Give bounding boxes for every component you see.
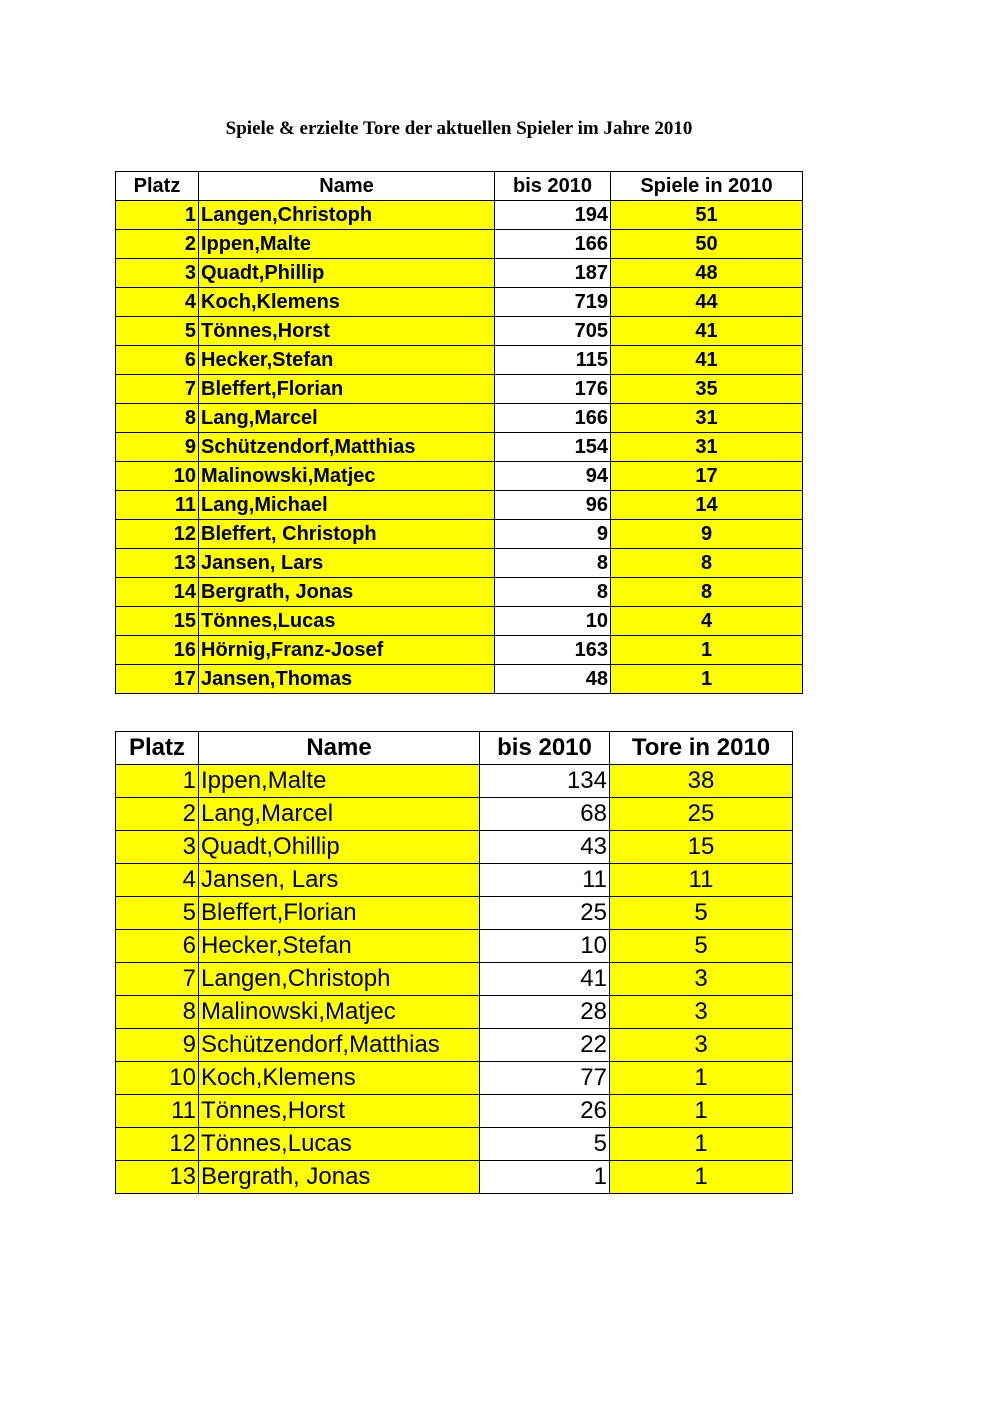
table-row — [116, 317, 803, 346]
tore-2010-cell: 1 — [610, 1095, 793, 1128]
header-spiele-in-2010: Spiele in 2010 — [611, 172, 803, 201]
player-name-cell: Tönnes,Lucas — [199, 607, 495, 636]
bis-2010-cell: 134 — [480, 765, 610, 798]
table-row — [116, 1128, 793, 1161]
spiele-2010-cell: 31 — [611, 404, 803, 433]
platz-cell: 13 — [116, 549, 199, 578]
player-name-cell: Malinowski,Matjec — [199, 996, 480, 1029]
tore-2010-cell: 15 — [610, 831, 793, 864]
player-name-cell: Tönnes,Horst — [199, 317, 495, 346]
platz-cell: 11 — [116, 1095, 199, 1128]
platz-cell: 4 — [116, 864, 199, 897]
player-name-cell: Langen,Christoph — [199, 201, 495, 230]
table-row — [116, 831, 793, 864]
platz-cell: 12 — [116, 1128, 199, 1161]
table-row — [116, 520, 803, 549]
table-row — [116, 288, 803, 317]
platz-cell: 7 — [116, 963, 199, 996]
tore-2010-cell: 5 — [610, 930, 793, 963]
platz-cell: 15 — [116, 607, 199, 636]
table-row — [116, 1161, 793, 1194]
tore-2010-cell: 1 — [610, 1128, 793, 1161]
player-name-cell: Malinowski,Matjec — [199, 462, 495, 491]
player-name-cell: Jansen, Lars — [199, 549, 495, 578]
player-name-cell: Ippen,Malte — [199, 230, 495, 259]
spiele-2010-cell: 41 — [611, 317, 803, 346]
table-row — [116, 578, 803, 607]
tore-2010-cell: 11 — [610, 864, 793, 897]
header-name: Name — [199, 172, 495, 201]
platz-cell: 14 — [116, 578, 199, 607]
goals-table-header — [116, 732, 793, 765]
platz-cell: 11 — [116, 491, 199, 520]
tore-2010-cell: 5 — [610, 897, 793, 930]
bis-2010-cell: 719 — [495, 288, 611, 317]
bis-2010-cell: 8 — [495, 549, 611, 578]
table-row — [116, 346, 803, 375]
spiele-2010-cell: 1 — [611, 636, 803, 665]
table-row — [116, 1062, 793, 1095]
bis-2010-cell: 163 — [495, 636, 611, 665]
platz-cell: 3 — [116, 259, 199, 288]
player-name-cell: Hörnig,Franz-Josef — [199, 636, 495, 665]
goals-table-body — [116, 765, 793, 1194]
bis-2010-cell: 68 — [480, 798, 610, 831]
bis-2010-cell: 115 — [495, 346, 611, 375]
spiele-2010-cell: 50 — [611, 230, 803, 259]
player-name-cell: Bergrath, Jonas — [199, 578, 495, 607]
platz-cell: 7 — [116, 375, 199, 404]
bis-2010-cell: 25 — [480, 897, 610, 930]
platz-cell: 8 — [116, 996, 199, 1029]
spiele-2010-cell: 1 — [611, 665, 803, 694]
player-name-cell: Lang,Marcel — [199, 798, 480, 831]
bis-2010-cell: 8 — [495, 578, 611, 607]
bis-2010-cell: 94 — [495, 462, 611, 491]
table-row — [116, 549, 803, 578]
platz-cell: 1 — [116, 201, 199, 230]
tore-2010-cell: 3 — [610, 1029, 793, 1062]
table-row — [116, 491, 803, 520]
player-name-cell: Koch,Klemens — [199, 1062, 480, 1095]
bis-2010-cell: 48 — [495, 665, 611, 694]
table-row — [116, 433, 803, 462]
spiele-2010-cell: 14 — [611, 491, 803, 520]
bis-2010-cell: 26 — [480, 1095, 610, 1128]
table-row — [116, 375, 803, 404]
player-name-cell: Schützendorf,Matthias — [199, 433, 495, 462]
player-name-cell: Jansen,Thomas — [199, 665, 495, 694]
tore-2010-cell: 3 — [610, 996, 793, 1029]
table-row — [116, 963, 793, 996]
table-row — [116, 897, 793, 930]
platz-cell: 2 — [116, 798, 199, 831]
player-name-cell: Lang,Michael — [199, 491, 495, 520]
player-name-cell: Hecker,Stefan — [199, 930, 480, 963]
player-name-cell: Tönnes,Horst — [199, 1095, 480, 1128]
player-name-cell: Koch,Klemens — [199, 288, 495, 317]
bis-2010-cell: 705 — [495, 317, 611, 346]
table-row — [116, 607, 803, 636]
player-name-cell: Bleffert,Florian — [199, 375, 495, 404]
bis-2010-cell: 187 — [495, 259, 611, 288]
bis-2010-cell: 1 — [480, 1161, 610, 1194]
bis-2010-cell: 96 — [495, 491, 611, 520]
table-row — [116, 765, 793, 798]
tore-2010-cell: 1 — [610, 1062, 793, 1095]
platz-cell: 10 — [116, 462, 199, 491]
spiele-2010-cell: 9 — [611, 520, 803, 549]
table-row — [116, 864, 793, 897]
spiele-2010-cell: 44 — [611, 288, 803, 317]
player-name-cell: Bleffert,Florian — [199, 897, 480, 930]
tore-2010-cell: 3 — [610, 963, 793, 996]
header-bis-2010: bis 2010 — [495, 172, 611, 201]
player-name-cell: Quadt,Phillip — [199, 259, 495, 288]
platz-cell: 4 — [116, 288, 199, 317]
tore-2010-cell: 1 — [610, 1161, 793, 1194]
goals-table — [115, 731, 793, 1194]
platz-cell: 5 — [116, 897, 199, 930]
spiele-2010-cell: 8 — [611, 549, 803, 578]
games-table — [115, 171, 803, 694]
header-bis-2010: bis 2010 — [480, 732, 610, 765]
spiele-2010-cell: 17 — [611, 462, 803, 491]
platz-cell: 8 — [116, 404, 199, 433]
bis-2010-cell: 10 — [480, 930, 610, 963]
games-table-body — [116, 201, 803, 694]
player-name-cell: Jansen, Lars — [199, 864, 480, 897]
platz-cell: 13 — [116, 1161, 199, 1194]
platz-cell: 10 — [116, 1062, 199, 1095]
table-row — [116, 404, 803, 433]
bis-2010-cell: 176 — [495, 375, 611, 404]
player-name-cell: Bleffert, Christoph — [199, 520, 495, 549]
player-name-cell: Langen,Christoph — [199, 963, 480, 996]
platz-cell: 6 — [116, 930, 199, 963]
platz-cell: 9 — [116, 1029, 199, 1062]
platz-cell: 6 — [116, 346, 199, 375]
bis-2010-cell: 154 — [495, 433, 611, 462]
platz-cell: 3 — [116, 831, 199, 864]
spiele-2010-cell: 35 — [611, 375, 803, 404]
platz-cell: 17 — [116, 665, 199, 694]
bis-2010-cell: 41 — [480, 963, 610, 996]
spiele-2010-cell: 4 — [611, 607, 803, 636]
spiele-2010-cell: 41 — [611, 346, 803, 375]
player-name-cell: Tönnes,Lucas — [199, 1128, 480, 1161]
table-row — [116, 259, 803, 288]
platz-cell: 1 — [116, 765, 199, 798]
spiele-2010-cell: 8 — [611, 578, 803, 607]
table-row — [116, 1029, 793, 1062]
table-row — [116, 636, 803, 665]
table-row — [116, 462, 803, 491]
header-tore-in-2010: Tore in 2010 — [610, 732, 793, 765]
page-title: Spiele & erzielte Tore der aktuellen Spieler im Jahre 2010 — [225, 118, 693, 139]
player-name-cell: Hecker,Stefan — [199, 346, 495, 375]
bis-2010-cell: 166 — [495, 404, 611, 433]
bis-2010-cell: 10 — [495, 607, 611, 636]
header-name: Name — [199, 732, 480, 765]
bis-2010-cell: 5 — [480, 1128, 610, 1161]
table-row — [116, 798, 793, 831]
bis-2010-cell: 28 — [480, 996, 610, 1029]
player-name-cell: Bergrath, Jonas — [199, 1161, 480, 1194]
table-row — [116, 201, 803, 230]
bis-2010-cell: 77 — [480, 1062, 610, 1095]
platz-cell: 16 — [116, 636, 199, 665]
bis-2010-cell: 9 — [495, 520, 611, 549]
spiele-2010-cell: 48 — [611, 259, 803, 288]
table-row — [116, 665, 803, 694]
table-row — [116, 996, 793, 1029]
player-name-cell: Lang,Marcel — [199, 404, 495, 433]
bis-2010-cell: 43 — [480, 831, 610, 864]
tore-2010-cell: 25 — [610, 798, 793, 831]
spiele-2010-cell: 51 — [611, 201, 803, 230]
platz-cell: 5 — [116, 317, 199, 346]
platz-cell: 12 — [116, 520, 199, 549]
bis-2010-cell: 166 — [495, 230, 611, 259]
table-row — [116, 1095, 793, 1128]
platz-cell: 9 — [116, 433, 199, 462]
bis-2010-cell: 194 — [495, 201, 611, 230]
platz-cell: 2 — [116, 230, 199, 259]
player-name-cell: Quadt,Ohillip — [199, 831, 480, 864]
tore-2010-cell: 38 — [610, 765, 793, 798]
bis-2010-cell: 11 — [480, 864, 610, 897]
bis-2010-cell: 22 — [480, 1029, 610, 1062]
player-name-cell: Ippen,Malte — [199, 765, 480, 798]
player-name-cell: Schützendorf,Matthias — [199, 1029, 480, 1062]
table-row — [116, 230, 803, 259]
header-platz: Platz — [116, 732, 199, 765]
spiele-2010-cell: 31 — [611, 433, 803, 462]
header-platz: Platz — [116, 172, 199, 201]
table-row — [116, 930, 793, 963]
games-table-header — [116, 172, 803, 201]
